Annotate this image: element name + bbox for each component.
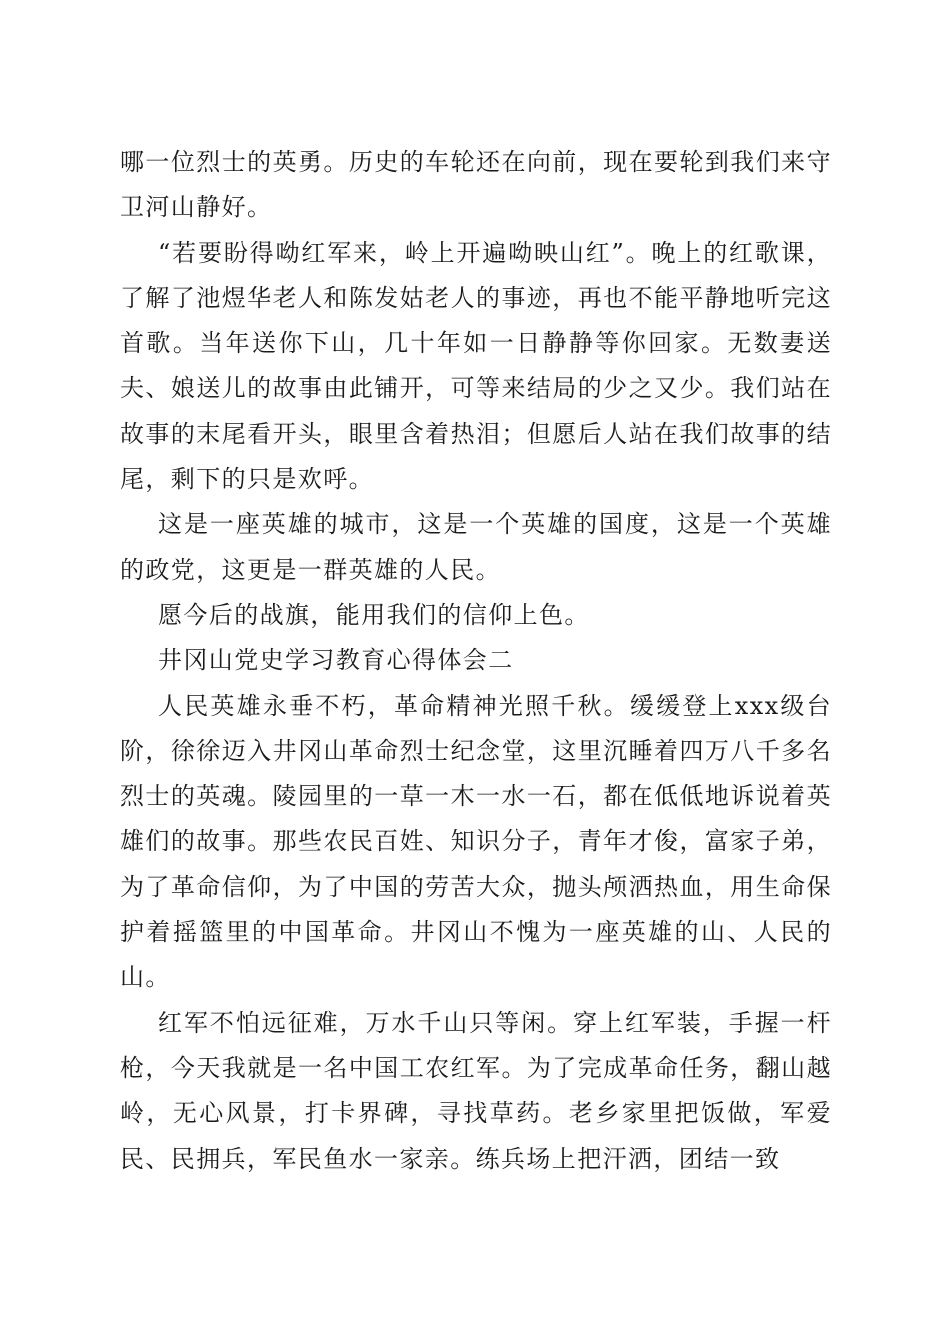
document-body — [120, 140, 832, 1182]
paragraph-7: 红军不怕远征难，万水千山只等闲。穿上红军装，手握一杆枪，今天我就是一名中国工农红军。为了完成革命任务，翻山越岭，无心风景，打卡界碑，寻找草药。老乡家里把饭做，军爱民、民拥兵，军民鱼水一家亲。练兵场上把汗洒，团结一致 — [120, 1008, 832, 1173]
paragraph-2: “若要盼得呦红军来，岭上开遍呦映山红”。晚上的红歌课，了解了池煜华老人和陈发姑老人的事迹，再也不能平静地听完这首歌。当年送你下山，几十年如一日静静等你回家。无数妻送夫、娘送儿的故事由此铺开，可等来结局的少之又少。我们站在故事的末尾看开头，眼里含着热泪；但愿后人站在我们故事的结尾，剩下的只是欢呼。 — [120, 238, 832, 494]
paragraph-6: 人民英雄永垂不朽，革命精神光照千秋。缓缓登上xxx级台阶，徐徐迈入井冈山革命烈士纪念堂，这里沉睡着四万八千多名烈士的英魂。陵园里的一草一木一水一石，都在低低地诉说着英雄们的故事。那些农民百姓、知识分子，青年才俊，富家子弟，为了革命信仰，为了中国的劳苦大众，抛头颅洒热血，用生命保护着摇篮里的中国革命。井冈山不愧为一座英雄的山、人民的山。 — [120, 691, 832, 992]
paragraph-1: 哪一位烈士的英勇。历史的车轮还在向前，现在要轮到我们来守卫河山静好。 — [120, 148, 832, 222]
paragraph-3: 这是一座英雄的城市，这是一个英雄的国度，这是一个英雄的政党，这更是一群英雄的人民。 — [120, 510, 832, 584]
paragraph-4: 愿今后的战旗，能用我们的信仰上色。 — [158, 600, 590, 629]
section-heading: 井冈山党史学习教育心得体会二 — [158, 646, 514, 675]
